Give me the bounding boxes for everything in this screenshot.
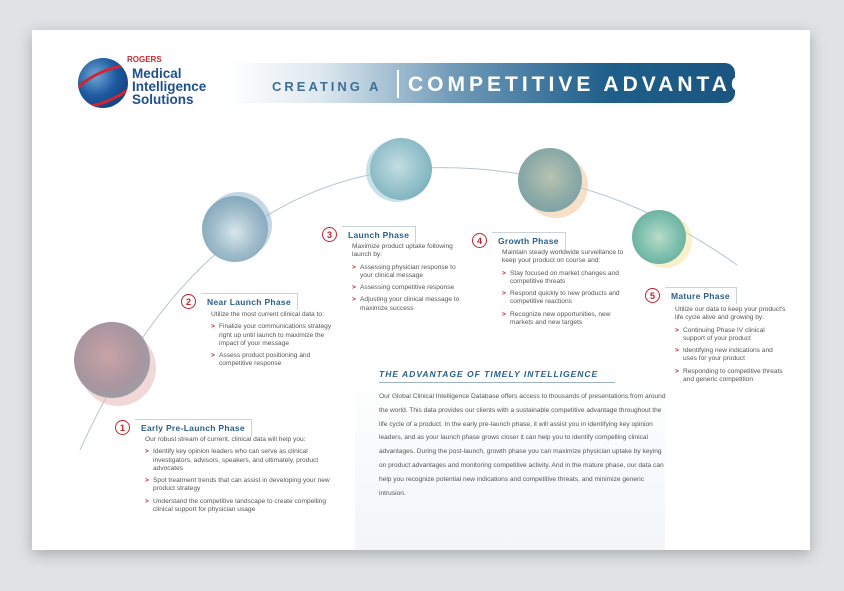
bullet-caret-icon: > bbox=[675, 367, 679, 375]
list-item: > Adjusting your clinical message to maximize success bbox=[352, 296, 460, 312]
phase1-number: 1 bbox=[115, 420, 130, 435]
phase1-title: Early Pre-Launch Phase bbox=[135, 419, 252, 436]
advantage-body: Our Global Clinical Intelligence Database offers access to thousands of presentations from around the world. This data provides our clients with a sustainable competitive advantage throughout the life cycle of a product. In the early pre-launch phase, it will assist you in identifying key opinion leaders, and as your launch phase grows closer it can help you to identify compelling clinical advantages. During the post-launch, growth phase you can maximize physician uptake by keying on product advantages and monitoring competitive activity. And in the mature phase, our data can help you recognize potential new indications and competitive threats, and minimize generic intrusion. bbox=[379, 393, 666, 497]
logo-line-2: Intelligence bbox=[132, 79, 207, 94]
bullet-caret-icon: > bbox=[211, 323, 215, 331]
phase4-title: Growth Phase bbox=[492, 232, 566, 249]
phase1-photo bbox=[74, 322, 150, 398]
bullet-caret-icon: > bbox=[502, 269, 506, 277]
phase3-number: 3 bbox=[322, 227, 337, 242]
list-item: > Assessing competitive response bbox=[352, 284, 455, 292]
logo-line-1: Medical bbox=[132, 66, 182, 81]
phase2-title: Near Launch Phase bbox=[201, 293, 298, 310]
globe-logo-icon bbox=[78, 58, 128, 108]
phase2-intro: Utilize the most current clinical data to: bbox=[211, 311, 324, 318]
list-item: > Responding to competitive threats and generic competition bbox=[675, 367, 783, 384]
list-item: > Respond quickly to new products and competitive reactions bbox=[502, 290, 620, 306]
title-prefix: CREATING A bbox=[272, 79, 382, 94]
phase3-body bbox=[352, 243, 468, 317]
phase4-intro: Maintain steady worldwide surveillance to keep your product on course and: bbox=[502, 249, 624, 265]
title-divider bbox=[397, 70, 399, 98]
bullet-caret-icon: > bbox=[352, 284, 356, 292]
list-item: > Understand the competitive landscape to create compelling clinical support for physician usage bbox=[145, 497, 327, 514]
bullet-caret-icon: > bbox=[145, 477, 149, 485]
bullet-caret-icon: > bbox=[675, 347, 679, 355]
bullet-caret-icon: > bbox=[502, 310, 506, 318]
phase3-title: Launch Phase bbox=[342, 226, 416, 243]
bullet-caret-icon: > bbox=[145, 497, 149, 505]
phase1-header bbox=[115, 419, 252, 436]
phase5-body bbox=[675, 306, 787, 388]
logo-brand-small: ROGERS bbox=[127, 55, 162, 64]
logo-line-3: Solutions bbox=[132, 92, 194, 107]
phase4-photo bbox=[518, 148, 582, 212]
phase2-body bbox=[211, 311, 341, 373]
list-item: > Continuing Phase IV clinical support of your product bbox=[675, 326, 765, 342]
phase5-header bbox=[645, 287, 737, 304]
bullet-caret-icon: > bbox=[145, 448, 149, 456]
phase4-header bbox=[472, 232, 566, 249]
phase5-photo bbox=[632, 210, 686, 264]
phase2-number: 2 bbox=[181, 294, 196, 309]
list-item: > Assessing physician response to your clinical message bbox=[352, 263, 456, 279]
phase5-number: 5 bbox=[645, 288, 660, 303]
advantage-title: THE ADVANTAGE OF TIMELY INTELLIGENCE bbox=[379, 369, 599, 379]
list-item: > Finalize your communications strategy right up until launch to maximize the impact of your message bbox=[211, 323, 332, 347]
list-item: > Spot treatment trends that can assist in developing your new product strategy bbox=[145, 477, 330, 493]
phase4-number: 4 bbox=[472, 233, 487, 248]
phase2-photo bbox=[202, 196, 268, 262]
phase4-body bbox=[502, 249, 624, 331]
bullet-caret-icon: > bbox=[352, 296, 356, 304]
advantage-rule bbox=[379, 382, 615, 383]
phase1-intro: Our robust stream of current, clinical data will help you: bbox=[145, 436, 306, 443]
bullet-caret-icon: > bbox=[502, 290, 506, 298]
bullet-caret-icon: > bbox=[211, 352, 215, 360]
brochure-sheet bbox=[32, 30, 810, 550]
list-item: > Stay focused on market changes and competitive threats bbox=[502, 269, 619, 285]
phase3-intro: Maximize product uptake following launch by: bbox=[352, 243, 453, 259]
phase2-header bbox=[181, 293, 298, 310]
phase3-photo bbox=[370, 138, 432, 200]
page-title: COMPETITIVE ADVANTAGE bbox=[408, 73, 770, 96]
phase3-header bbox=[322, 226, 416, 243]
phase1-body bbox=[145, 436, 333, 518]
list-item: > Assess product positioning and competitive response bbox=[211, 352, 311, 368]
list-item: > Recognize new opportunities, new markets and new targets bbox=[502, 310, 611, 327]
phase5-intro: Utilize our data to keep your product's life cycle alive and growing by: bbox=[675, 306, 786, 322]
bullet-caret-icon: > bbox=[352, 263, 356, 271]
phase5-title: Mature Phase bbox=[665, 287, 737, 304]
list-item: > Identifying new indications and uses for your product bbox=[675, 347, 773, 363]
list-item: > Identify key opinion leaders who can serve as clinical investigators, advisors, speakers, and ultimately, product advocates bbox=[145, 448, 319, 472]
bullet-caret-icon: > bbox=[675, 326, 679, 334]
